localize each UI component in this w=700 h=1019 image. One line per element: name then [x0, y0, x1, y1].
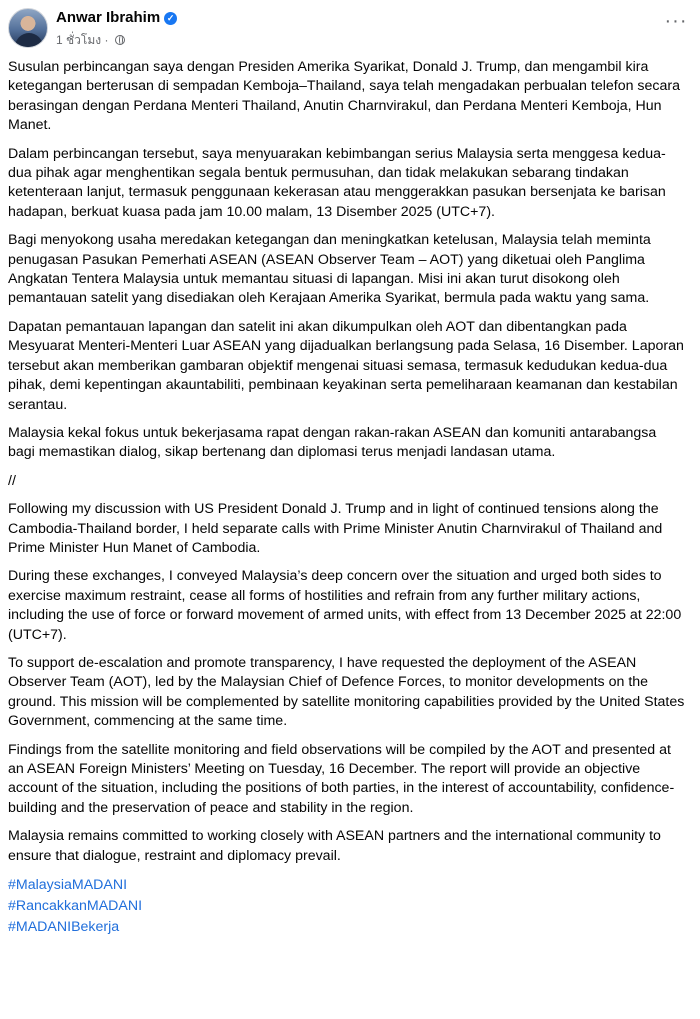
post-paragraph: Malaysia remains committed to working closely with ASEAN partners and the international community to ensure that dialogue, restraint and diplomacy prevail. — [8, 828, 661, 864]
post-paragraph: Following my discussion with US President Donald J. Trump and in light of continued tensions along the Cambodia-Thailand border, I held separate calls with Prime Minister Anutin Charnvirakul of Thailand and Prime Minister Hun Manet of Cambodia. — [8, 501, 663, 556]
post-paragraph: Dapatan pemantauan lapangan dan satelit ini akan dikumpulkan oleh AOT dan dibentangkan pada Mesyuarat Menteri-Menteri Luar ASEAN yang dijadualkan berlangsung pada Selasa, 16 Disember. Laporan tersebut akan memberikan gambaran objektif mengenai situasi semasa, termasuk kedudukan kedua-dua pihak, demi kepentingan akauntabiliti, pembinaan keyakinan serta pemeliharaan keamanan dan kestabilan serantau. — [8, 318, 684, 413]
hashtag-list — [8, 875, 686, 938]
post-paragraph: Susulan perbincangan saya dengan Presiden Amerika Syarikat, Donald J. Trump, dan mengambil kira ketegangan berterusan di sempadan Kemboja–Thailand, saya telah mengadakan perbualan telefon secara berasingan dengan Perdana Menteri Thailand, Anutin Charnvirakul, dan Perdana Menteri Kemboja, Hun Manet. — [8, 59, 681, 134]
hashtag-link[interactable]: #MADANIBekerja — [8, 919, 120, 936]
verified-badge-icon: ✓ — [164, 12, 177, 25]
post-header — [8, 6, 692, 52]
post-paragraph: To support de-escalation and promote transparency, I have requested the deployment of the ASEAN Observer Team (AOT), led by the Malaysian Chief of Defence Forces, to monitor developments on the ground. This mission will be complemented by satellite monitoring capabilities provided by the United States Government, commencing at the same time. — [8, 654, 685, 730]
post-body — [8, 58, 686, 938]
post-meta: 1 ชั่วโมง · — [56, 31, 125, 50]
author-name-link[interactable] — [56, 9, 177, 26]
author-name[interactable]: Anwar Ibrahim — [56, 9, 161, 26]
avatar[interactable] — [8, 8, 48, 48]
post-paragraph: Malaysia kekal fokus untuk bekerjasama rapat dengan rakan-rakan ASEAN dan komuniti antarabangsa bagi memastikan dialog, sikap bertenang dan diplomasi terus menjadi landasan utama. — [8, 424, 657, 461]
post-paragraph: Findings from the satellite monitoring and field observations will be compiled by the AOT and presented at an ASEAN Foreign Ministers’ Meeting on Tuesday, 16 December. The report will provide an objective account of the situation, including the positions of both parties, in the interest of accountability, confidence-building and the preservation of peace and stability in the region. — [8, 741, 675, 816]
hashtag-link[interactable]: #MalaysiaMADANI — [8, 877, 128, 894]
post-paragraph: Dalam perbincangan tersebut, saya menyuarakan kebimbangan serius Malaysia serta menggesa kedua-dua pihak agar menghentikan segala bentuk permusuhan, dan tidak melakukan sebarang tindakan ketenteraan lanjut, termasuk penggunaan kekerasan atau menggerakkan pasukan bersenjata ke barisan hadapan, berkuat kuasa pada jam 10.00 malam, 13 Disember 2025 (UTC+7). — [8, 145, 666, 220]
post-paragraph: Bagi menyokong usaha meredakan ketegangan dan meningkatkan ketelusan, Malaysia telah meminta penugasan Pasukan Pemerhati ASEAN (ASEAN Observer Team – AOT) yang diketuai oleh Panglima Angkatan Tentera Malaysia untuk memantau situasi di lapangan. Misi ini akan turut disokong oleh pemantauan satelit yang disediakan oleh Kerajaan Amerika Syarikat, bermula pada waktu yang sama. — [8, 232, 651, 307]
post-paragraph: During these exchanges, I conveyed Malaysia’s deep concern over the situation and urged both sides to exercise maximum restraint, cease all forms of hostilities and refrain from any further military actions, including the use of force or forward movement of armed units, with effect from 13 December 2025 at 22:00 (UTC+7). — [8, 568, 682, 643]
post-divider-text: // — [8, 472, 16, 489]
more-options-icon[interactable]: ··· — [664, 10, 688, 32]
hashtag-link[interactable]: #RancakkanMADANI — [8, 898, 143, 915]
post-timestamp[interactable]: 1 ชั่วโมง — [56, 33, 102, 47]
globe-icon[interactable] — [115, 35, 125, 45]
